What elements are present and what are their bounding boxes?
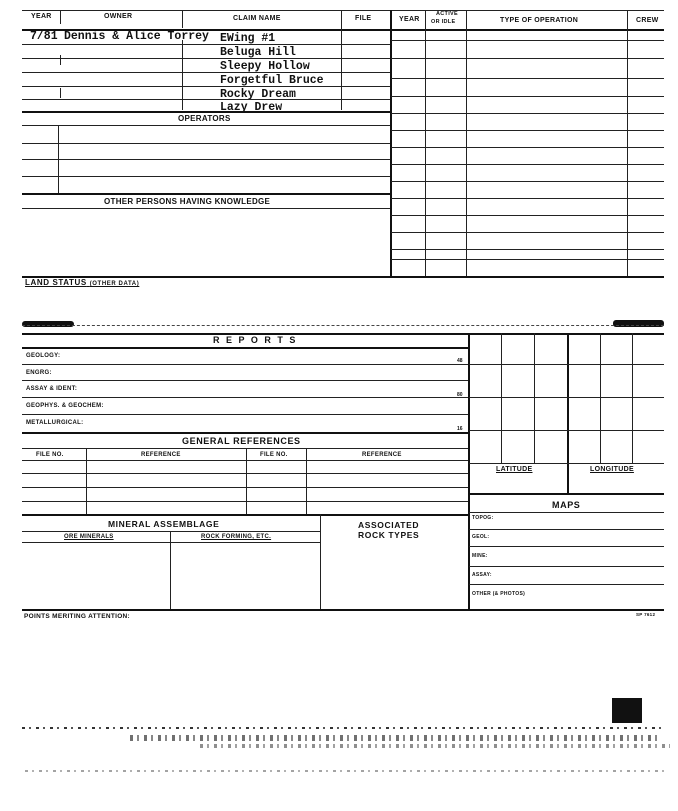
rule [391, 181, 664, 182]
rule [22, 609, 664, 611]
rule [391, 147, 664, 148]
points-meriting-attention-label: POINTS MERITING ATTENTION: [24, 613, 131, 620]
report-assay: ASSAY & IDENT: [26, 386, 78, 392]
rock-types-label: ROCK TYPES [358, 530, 420, 540]
rule [341, 10, 342, 110]
rule [627, 10, 628, 276]
rule [22, 364, 468, 365]
rule [182, 10, 183, 28]
rule [425, 10, 426, 276]
rule [22, 448, 468, 449]
col-header-claim-name: CLAIM NAME [233, 15, 281, 22]
rock-forming-label: ROCK FORMING, ETC. [201, 534, 272, 540]
report-num: 48 [457, 358, 463, 364]
col-header-owner: OWNER [104, 13, 133, 20]
rule [391, 198, 664, 199]
rule [306, 448, 307, 514]
report-num: 80 [457, 392, 463, 398]
map-other: OTHER (& PHOTOS) [472, 591, 526, 597]
rule [469, 512, 664, 513]
rule [390, 10, 392, 276]
rule [170, 531, 171, 609]
rule [22, 325, 664, 326]
rule [391, 232, 664, 233]
rule [391, 215, 664, 216]
rule [567, 333, 569, 493]
rule [22, 432, 468, 434]
report-metallurgical: METALLURGICAL: [26, 420, 84, 426]
scan-noise [22, 727, 664, 729]
general-references-title: GENERAL REFERENCES [182, 436, 301, 446]
rule [22, 501, 468, 502]
rule [469, 430, 664, 431]
rule [469, 397, 664, 398]
rule [469, 546, 664, 547]
rule [469, 493, 664, 495]
rule [469, 566, 664, 567]
rule [22, 380, 468, 381]
rule [22, 397, 468, 398]
rule [22, 208, 390, 209]
rule [22, 460, 468, 461]
rule [22, 99, 390, 100]
rule [391, 164, 664, 165]
claim-name-5: Rocky Dream [220, 88, 296, 101]
report-num: 16 [457, 426, 463, 432]
rule [60, 10, 61, 24]
operators-label: OPERATORS [178, 114, 231, 123]
claim-name-3: Sleepy Hollow [220, 60, 310, 73]
other-persons-label: OTHER PERSONS HAVING KNOWLEDGE [104, 197, 271, 206]
col-header-file: FILE [355, 15, 372, 22]
rule [22, 10, 664, 11]
longitude-label: LONGITUDE [590, 466, 634, 473]
form-number: SP 7612 [636, 612, 656, 617]
rule [469, 529, 664, 530]
rule [469, 584, 664, 585]
rule [86, 448, 87, 514]
rule [391, 113, 664, 114]
latitude-label: LATITUDE [496, 466, 533, 473]
rule [469, 364, 664, 365]
maps-title: MAPS [552, 500, 581, 510]
rule [22, 159, 390, 160]
rule [182, 40, 183, 110]
rule [22, 414, 468, 415]
entry-owner: Dennis & Alice Torrey [64, 30, 209, 43]
col-header-file-no-2: FILE NO. [260, 452, 288, 458]
rule [391, 58, 664, 59]
col-header-crew: CREW [636, 17, 659, 24]
rule [468, 333, 470, 609]
scan-smudge [22, 321, 74, 327]
rule [22, 514, 468, 516]
ore-minerals-label: ORE MINERALS [64, 534, 114, 540]
rule [391, 130, 664, 131]
scan-noise [200, 744, 670, 748]
rule [632, 333, 633, 463]
rule [469, 463, 664, 464]
land-status-label: LAND STATUS (OTHER DATA) [25, 278, 140, 287]
rule [22, 125, 390, 126]
col-header-year: YEAR [31, 13, 52, 20]
reports-title: R E P O R T S [213, 335, 298, 345]
claim-name-6: Lazy Drew [220, 101, 283, 114]
col-header-reference-2: REFERENCE [362, 452, 402, 458]
report-geophys: GEOPHYS. & GEOCHEM: [26, 403, 104, 409]
col-header-file-no: FILE NO. [36, 452, 64, 458]
rule [22, 487, 468, 488]
rule [22, 176, 390, 177]
claim-name-2: Beluga Hill [220, 46, 296, 59]
rule [22, 531, 320, 532]
rule [501, 333, 502, 463]
rule [246, 448, 247, 514]
report-engrg: ENGRG: [26, 370, 52, 376]
rule [534, 333, 535, 463]
rule [22, 111, 390, 113]
claim-name-1: EWing #1 [220, 32, 276, 45]
rule [391, 78, 664, 79]
rule [600, 333, 601, 463]
rule [60, 88, 61, 98]
rule [320, 514, 321, 609]
rule [22, 473, 468, 474]
rule [391, 259, 664, 260]
rule [22, 542, 320, 543]
rule [391, 249, 664, 250]
col-header-reference: REFERENCE [141, 452, 181, 458]
map-geol: GEOL: [472, 534, 490, 540]
map-mine: MINE: [472, 553, 488, 559]
associated-label: ASSOCIATED [358, 520, 420, 530]
claim-name-4: Forgetful Bruce [220, 74, 324, 87]
rule [22, 72, 390, 73]
scan-noise [130, 735, 660, 741]
rule [60, 55, 61, 65]
rule [391, 96, 664, 97]
rule [22, 86, 390, 87]
col-header-active: ACTIVE [436, 11, 458, 17]
scan-noise [25, 770, 665, 772]
map-topog: TOPOG: [472, 515, 494, 521]
scan-smudge [612, 698, 642, 723]
col-header-year-2: YEAR [399, 16, 420, 23]
rule [22, 347, 468, 349]
mineral-assemblage-title: MINERAL ASSEMBLAGE [108, 519, 220, 529]
report-geology: GEOLOGY: [26, 353, 61, 359]
col-header-type-of-operation: TYPE OF OPERATION [500, 17, 579, 24]
col-header-or-idle: OR IDLE [431, 19, 456, 25]
rule [22, 58, 390, 59]
rule [22, 193, 390, 195]
rule [466, 10, 467, 276]
entry-year: 7/81 [30, 30, 58, 43]
rule [391, 40, 664, 41]
rule [22, 143, 390, 144]
map-assay: ASSAY: [472, 572, 492, 578]
rule [22, 44, 390, 45]
